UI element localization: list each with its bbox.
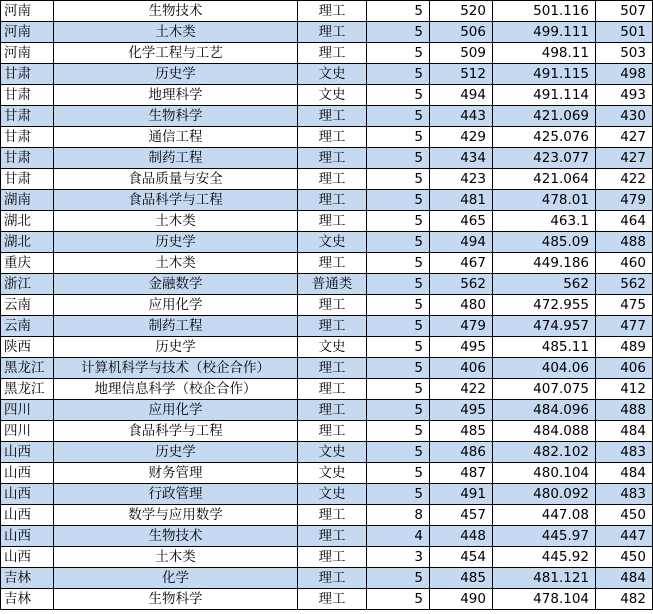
category-cell: 理工: [298, 589, 367, 610]
major-cell: 历史学: [54, 442, 298, 463]
avg-score-cell: 484.088: [493, 421, 596, 442]
max-score-cell: 434: [430, 148, 493, 169]
major-cell: 地理信息科学（校企合作）: [54, 379, 298, 400]
province-cell: 甘肃: [1, 85, 54, 106]
major-cell: 化学工程与工艺: [54, 43, 298, 64]
table-row: [1, 127, 653, 148]
max-score-cell: 423: [430, 169, 493, 190]
years-cell: 5: [367, 337, 430, 358]
province-cell: 河南: [1, 43, 54, 64]
province-cell: 山西: [1, 463, 54, 484]
max-score-cell: 457: [430, 505, 493, 526]
province-cell: 四川: [1, 400, 54, 421]
major-cell: 生物技术: [54, 526, 298, 547]
table-row: [1, 274, 653, 295]
major-cell: 生物科学: [54, 589, 298, 610]
category-cell: 文史: [298, 232, 367, 253]
years-cell: 5: [367, 400, 430, 421]
category-cell: 理工: [298, 295, 367, 316]
table-row: [1, 148, 653, 169]
table-row: [1, 379, 653, 400]
min-score-cell: 501: [596, 22, 653, 43]
avg-score-cell: 491.115: [493, 64, 596, 85]
years-cell: 5: [367, 253, 430, 274]
max-score-cell: 494: [430, 232, 493, 253]
min-score-cell: 488: [596, 232, 653, 253]
avg-score-cell: 445.92: [493, 547, 596, 568]
category-cell: 理工: [298, 169, 367, 190]
table-row: [1, 505, 653, 526]
province-cell: 陕西: [1, 337, 54, 358]
table-body: [1, 1, 653, 610]
category-cell: 文史: [298, 337, 367, 358]
province-cell: 河南: [1, 1, 54, 22]
avg-score-cell: 499.111: [493, 22, 596, 43]
min-score-cell: 427: [596, 127, 653, 148]
min-score-cell: 475: [596, 295, 653, 316]
province-cell: 甘肃: [1, 64, 54, 85]
category-cell: 理工: [298, 1, 367, 22]
min-score-cell: 450: [596, 505, 653, 526]
avg-score-cell: 449.186: [493, 253, 596, 274]
category-cell: 理工: [298, 505, 367, 526]
max-score-cell: 467: [430, 253, 493, 274]
max-score-cell: 465: [430, 211, 493, 232]
category-cell: 普通类: [298, 274, 367, 295]
min-score-cell: 427: [596, 148, 653, 169]
max-score-cell: 520: [430, 1, 493, 22]
province-cell: 黑龙江: [1, 379, 54, 400]
min-score-cell: 450: [596, 547, 653, 568]
years-cell: 5: [367, 148, 430, 169]
category-cell: 理工: [298, 148, 367, 169]
province-cell: 山西: [1, 526, 54, 547]
avg-score-cell: 463.1: [493, 211, 596, 232]
max-score-cell: 490: [430, 589, 493, 610]
major-cell: 历史学: [54, 337, 298, 358]
table-row: [1, 253, 653, 274]
max-score-cell: 512: [430, 64, 493, 85]
min-score-cell: 412: [596, 379, 653, 400]
table-row: [1, 106, 653, 127]
category-cell: 文史: [298, 484, 367, 505]
province-cell: 河南: [1, 22, 54, 43]
avg-score-cell: 407.075: [493, 379, 596, 400]
avg-score-cell: 491.114: [493, 85, 596, 106]
major-cell: 地理科学: [54, 85, 298, 106]
category-cell: 理工: [298, 106, 367, 127]
table-row: [1, 316, 653, 337]
category-cell: 理工: [298, 316, 367, 337]
province-cell: 山西: [1, 442, 54, 463]
table-row: [1, 232, 653, 253]
years-cell: 5: [367, 85, 430, 106]
years-cell: 5: [367, 43, 430, 64]
category-cell: 理工: [298, 253, 367, 274]
major-cell: 历史学: [54, 232, 298, 253]
avg-score-cell: 445.97: [493, 526, 596, 547]
years-cell: 5: [367, 421, 430, 442]
table-row: [1, 358, 653, 379]
province-cell: 吉林: [1, 568, 54, 589]
category-cell: 文史: [298, 85, 367, 106]
avg-score-cell: 482.102: [493, 442, 596, 463]
min-score-cell: 460: [596, 253, 653, 274]
max-score-cell: 485: [430, 568, 493, 589]
max-score-cell: 495: [430, 400, 493, 421]
category-cell: 理工: [298, 43, 367, 64]
avg-score-cell: 421.064: [493, 169, 596, 190]
min-score-cell: 477: [596, 316, 653, 337]
years-cell: 5: [367, 295, 430, 316]
major-cell: 土木类: [54, 253, 298, 274]
category-cell: 文史: [298, 463, 367, 484]
table-row: [1, 64, 653, 85]
major-cell: 食品科学与工程: [54, 421, 298, 442]
max-score-cell: 448: [430, 526, 493, 547]
category-cell: 理工: [298, 22, 367, 43]
avg-score-cell: 485.09: [493, 232, 596, 253]
years-cell: 5: [367, 211, 430, 232]
province-cell: 黑龙江: [1, 358, 54, 379]
table-row: [1, 526, 653, 547]
table-row: [1, 43, 653, 64]
province-cell: 甘肃: [1, 169, 54, 190]
category-cell: 理工: [298, 568, 367, 589]
avg-score-cell: 501.116: [493, 1, 596, 22]
years-cell: 5: [367, 127, 430, 148]
years-cell: 5: [367, 232, 430, 253]
avg-score-cell: 484.096: [493, 400, 596, 421]
province-cell: 甘肃: [1, 127, 54, 148]
table-row: [1, 400, 653, 421]
province-cell: 湖北: [1, 211, 54, 232]
max-score-cell: 422: [430, 379, 493, 400]
table-row: [1, 568, 653, 589]
category-cell: 理工: [298, 211, 367, 232]
table-row: [1, 442, 653, 463]
years-cell: 5: [367, 463, 430, 484]
avg-score-cell: 562: [493, 274, 596, 295]
years-cell: 5: [367, 442, 430, 463]
major-cell: 生物科学: [54, 106, 298, 127]
years-cell: 5: [367, 484, 430, 505]
avg-score-cell: 472.955: [493, 295, 596, 316]
years-cell: 5: [367, 1, 430, 22]
table-row: [1, 295, 653, 316]
table-row: [1, 589, 653, 610]
min-score-cell: 507: [596, 1, 653, 22]
years-cell: 3: [367, 547, 430, 568]
min-score-cell: 447: [596, 526, 653, 547]
province-cell: 山西: [1, 505, 54, 526]
max-score-cell: 443: [430, 106, 493, 127]
province-cell: 云南: [1, 295, 54, 316]
max-score-cell: 486: [430, 442, 493, 463]
years-cell: 5: [367, 22, 430, 43]
category-cell: 文史: [298, 442, 367, 463]
province-cell: 重庆: [1, 253, 54, 274]
max-score-cell: 509: [430, 43, 493, 64]
avg-score-cell: 404.06: [493, 358, 596, 379]
table-row: [1, 484, 653, 505]
max-score-cell: 406: [430, 358, 493, 379]
province-cell: 浙江: [1, 274, 54, 295]
max-score-cell: 495: [430, 337, 493, 358]
table-row: [1, 463, 653, 484]
table-row: [1, 337, 653, 358]
max-score-cell: 454: [430, 547, 493, 568]
years-cell: 5: [367, 169, 430, 190]
min-score-cell: 484: [596, 421, 653, 442]
avg-score-cell: 480.092: [493, 484, 596, 505]
max-score-cell: 485: [430, 421, 493, 442]
years-cell: 5: [367, 568, 430, 589]
avg-score-cell: 425.076: [493, 127, 596, 148]
years-cell: 5: [367, 316, 430, 337]
years-cell: 4: [367, 526, 430, 547]
major-cell: 财务管理: [54, 463, 298, 484]
table-row: [1, 421, 653, 442]
max-score-cell: 479: [430, 316, 493, 337]
major-cell: 数学与应用数学: [54, 505, 298, 526]
major-cell: 通信工程: [54, 127, 298, 148]
max-score-cell: 491: [430, 484, 493, 505]
province-cell: 吉林: [1, 589, 54, 610]
category-cell: 文史: [298, 64, 367, 85]
years-cell: 8: [367, 505, 430, 526]
min-score-cell: 483: [596, 484, 653, 505]
years-cell: 5: [367, 379, 430, 400]
years-cell: 5: [367, 106, 430, 127]
min-score-cell: 484: [596, 568, 653, 589]
avg-score-cell: 478.01: [493, 190, 596, 211]
max-score-cell: 494: [430, 85, 493, 106]
min-score-cell: 479: [596, 190, 653, 211]
major-cell: 制药工程: [54, 148, 298, 169]
min-score-cell: 488: [596, 400, 653, 421]
category-cell: 理工: [298, 190, 367, 211]
category-cell: 理工: [298, 127, 367, 148]
table-row: [1, 169, 653, 190]
category-cell: 理工: [298, 526, 367, 547]
years-cell: 5: [367, 358, 430, 379]
province-cell: 甘肃: [1, 106, 54, 127]
category-cell: 理工: [298, 421, 367, 442]
major-cell: 制药工程: [54, 316, 298, 337]
max-score-cell: 506: [430, 22, 493, 43]
max-score-cell: 480: [430, 295, 493, 316]
major-cell: 计算机科学与技术（校企合作）: [54, 358, 298, 379]
max-score-cell: 487: [430, 463, 493, 484]
major-cell: 化学: [54, 568, 298, 589]
min-score-cell: 406: [596, 358, 653, 379]
table-row: [1, 22, 653, 43]
avg-score-cell: 481.121: [493, 568, 596, 589]
min-score-cell: 562: [596, 274, 653, 295]
category-cell: 理工: [298, 358, 367, 379]
province-cell: 山西: [1, 484, 54, 505]
avg-score-cell: 423.077: [493, 148, 596, 169]
avg-score-cell: 478.104: [493, 589, 596, 610]
major-cell: 土木类: [54, 22, 298, 43]
table-row: [1, 211, 653, 232]
table-row: [1, 1, 653, 22]
province-cell: 甘肃: [1, 148, 54, 169]
category-cell: 理工: [298, 379, 367, 400]
category-cell: 理工: [298, 547, 367, 568]
major-cell: 应用化学: [54, 400, 298, 421]
avg-score-cell: 498.11: [493, 43, 596, 64]
table-row: [1, 547, 653, 568]
min-score-cell: 422: [596, 169, 653, 190]
years-cell: 5: [367, 589, 430, 610]
max-score-cell: 562: [430, 274, 493, 295]
major-cell: 行政管理: [54, 484, 298, 505]
avg-score-cell: 447.08: [493, 505, 596, 526]
province-cell: 山西: [1, 547, 54, 568]
table-row: [1, 85, 653, 106]
major-cell: 土木类: [54, 547, 298, 568]
min-score-cell: 493: [596, 85, 653, 106]
min-score-cell: 464: [596, 211, 653, 232]
min-score-cell: 483: [596, 442, 653, 463]
min-score-cell: 482: [596, 589, 653, 610]
category-cell: 理工: [298, 400, 367, 421]
table-row: [1, 190, 653, 211]
years-cell: 5: [367, 274, 430, 295]
major-cell: 金融数学: [54, 274, 298, 295]
province-cell: 湖北: [1, 232, 54, 253]
min-score-cell: 498: [596, 64, 653, 85]
years-cell: 5: [367, 64, 430, 85]
avg-score-cell: 421.069: [493, 106, 596, 127]
avg-score-cell: 480.104: [493, 463, 596, 484]
years-cell: 5: [367, 190, 430, 211]
major-cell: 食品科学与工程: [54, 190, 298, 211]
min-score-cell: 503: [596, 43, 653, 64]
major-cell: 食品质量与安全: [54, 169, 298, 190]
major-cell: 历史学: [54, 64, 298, 85]
avg-score-cell: 474.957: [493, 316, 596, 337]
min-score-cell: 430: [596, 106, 653, 127]
min-score-cell: 489: [596, 337, 653, 358]
major-cell: 应用化学: [54, 295, 298, 316]
max-score-cell: 429: [430, 127, 493, 148]
major-cell: 生物技术: [54, 1, 298, 22]
province-cell: 四川: [1, 421, 54, 442]
province-cell: 云南: [1, 316, 54, 337]
major-cell: 土木类: [54, 211, 298, 232]
avg-score-cell: 485.11: [493, 337, 596, 358]
min-score-cell: 484: [596, 463, 653, 484]
max-score-cell: 481: [430, 190, 493, 211]
province-cell: 湖南: [1, 190, 54, 211]
